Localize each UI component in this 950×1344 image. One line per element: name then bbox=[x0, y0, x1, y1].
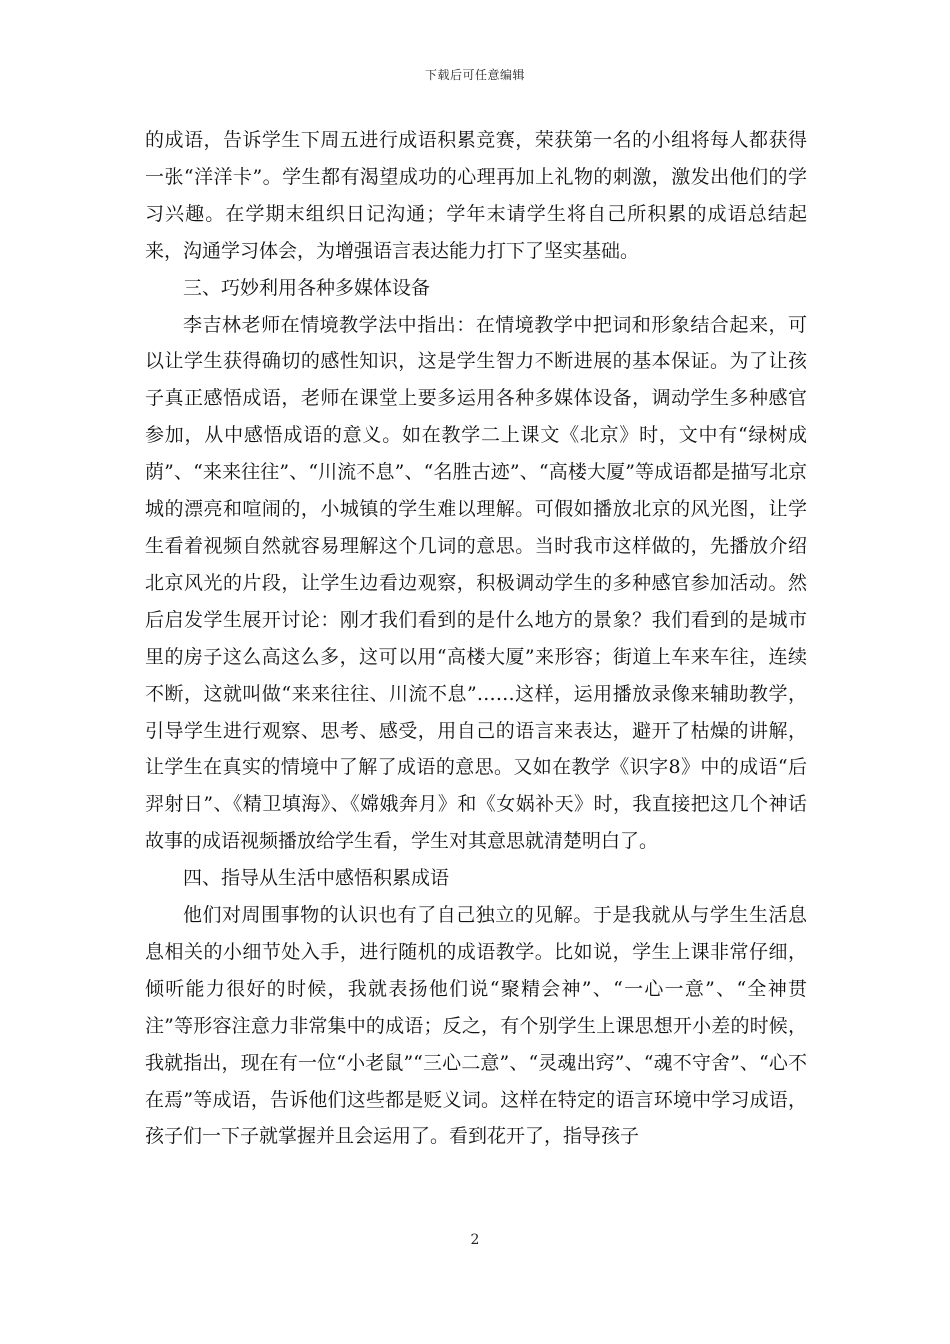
section-heading-3: 三、巧妙利用各种多媒体设备 bbox=[183, 276, 431, 299]
document-body bbox=[145, 122, 807, 1155]
paragraph-life: 他们对周围事物的认识也有了自己独立的见解。于是我就从与学生生活息息相关的小细节处入手，进行随机的成语教学。比如说，学生上课非常仔细，倾听能力很好的时候，我就表扬他们说“聚精会神”、“一心一意”、“全神贯注”等形容注意力非常集中的成语；反之，有个别学生上课思想开小差的时候，我就指出，现在有一位“小老鼠”“三心二意”、“灵魂出窍”、“魂不守舍”、“心不在焉”等成语，告诉他们这些都是贬义词。这样在特定的语言环境中学习成语，孩子们一下子就掌握并且会运用了。看到花开了，指导孩子 bbox=[145, 904, 807, 1148]
section-heading-4: 四、指导从生活中感悟积累成语 bbox=[183, 867, 450, 890]
paragraph-continuation: 的成语，告诉学生下周五进行成语积累竞赛，荣获第一名的小组将每人都获得一张“洋洋卡”。学生都有渴望成功的心理再加上礼物的刺激，激发出他们的学习兴趣。在学期末组织日记沟通；学年末请学生将自己所积累的成语总结起来，沟通学习体会，为增强语言表达能力打下了坚实基础。 bbox=[145, 129, 807, 262]
page-number: 2 bbox=[470, 1232, 480, 1248]
paragraph-multimedia: 李吉林老师在情境教学法中指出：在情境教学中把词和形象结合起来，可以让学生获得确切的感性知识，这是学生智力不断进展的基本保证。为了让孩子真正感悟成语，老师在课堂上要多运用各种多媒体设备，调动学生多种感官参加，从中感悟成语的意义。如在教学二上课文《北京》时，文中有“绿树成荫”、“来来往往”、“川流不息”、“名胜古迹”、“高楼大厦”等成语都是描写北京城的漂亮和喧闹的，小城镇的学生难以理解。可假如播放北京的风光图，让学生看着视频自然就容易理解这个几词的意思。当时我市这样做的，先播放介绍北京风光的片段，让学生边看边观察，积极调动学生的多种感官参加活动。然后启发学生展开讨论：刚才我们看到的是什么地方的景象？我们看到的是城市里的房子这么高这么多，这可以用“高楼大厦”来形容；街道上车来车往，连续不断，这就叫做“来来往往、川流不息”……这样，运用播放录像来辅助教学，引导学生进行观察、思考、感受，用自己的语言来表达，避开了枯燥的讲解，让学生在真实的情境中了解了成语的意思。又如在教学《识字8》中的成语“后羿射日”、《精卫填海》、《嫦娥奔月》和《女娲补天》时，我直接把这几个神话故事的成语视频播放给学生看，学生对其意思就清楚明白了。 bbox=[145, 313, 807, 853]
page-header: 下载后可任意编辑 bbox=[424, 68, 525, 82]
